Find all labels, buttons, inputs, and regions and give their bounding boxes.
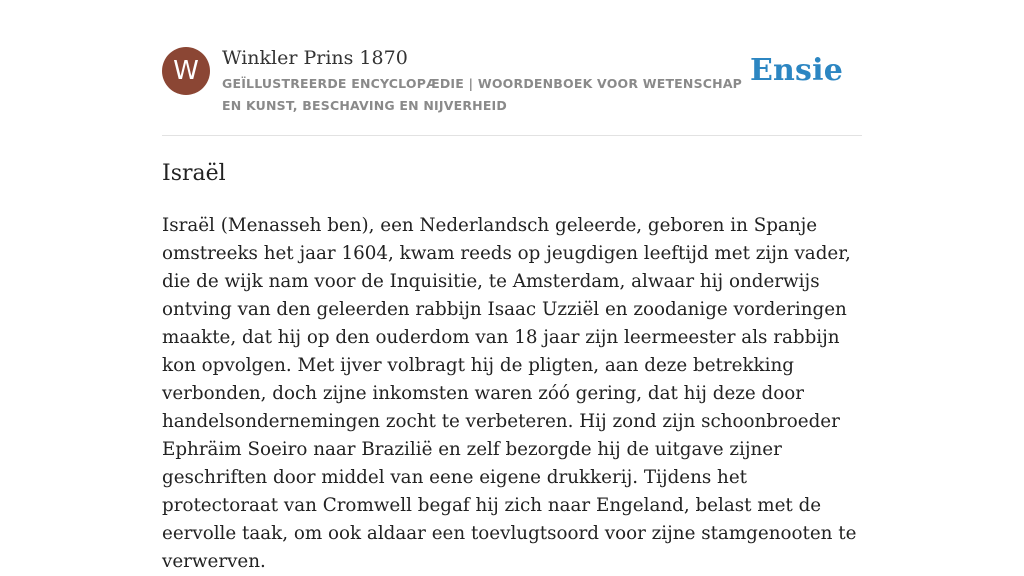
article-title: Israël xyxy=(162,161,226,186)
source-title[interactable]: Winkler Prins 1870 xyxy=(222,47,408,69)
source-subtitle: GEÏLLUSTREERDE ENCYCLOPÆDIE | WOORDENBOEK VOOR WETENSCHAP EN KUNST, BESCHAVING EN NIJVERHEID xyxy=(222,76,743,113)
ensie-logo[interactable]: Ensie xyxy=(749,53,843,88)
source-header xyxy=(162,46,862,116)
source-avatar[interactable]: W xyxy=(162,47,210,95)
article-body: Israël (Menasseh ben), een Nederlandsch geleerde, geboren in Spanje omstreeks het jaar 1604, kwam reeds op jeugdigen leeftijd met zijn vader, die de wijk nam voor de Inquisitie, te Amsterdam, alwaar hij onderwijs ontving van den geleerden rabbijn Isaac Uzziël en zoodanige vorderingen maakte, dat hij op den ouderdom van 18 jaar zijn leermeester als rabbijn kon opvolgen. Met ijver volbragt hij de pligten, aan deze betrekking verbonden, doch zijne inkomsten waren zóó gering, dat hij deze door handelsondernemingen zocht te verbeteren. Hij zond zijn schoonbroeder Ephräim Soeiro naar Brazilië en zelf bezorgde hij de uitgave zijner geschriften door middel van eene eigene drukkerij. Tijdens het protectoraat van Cromwell begaf hij zich naar Engeland, belast met de eervolle taak, om ook aldaar een toevlugtsoord voor zijne stamgenooten te verwerven. xyxy=(162,215,857,572)
header-divider xyxy=(162,135,862,136)
